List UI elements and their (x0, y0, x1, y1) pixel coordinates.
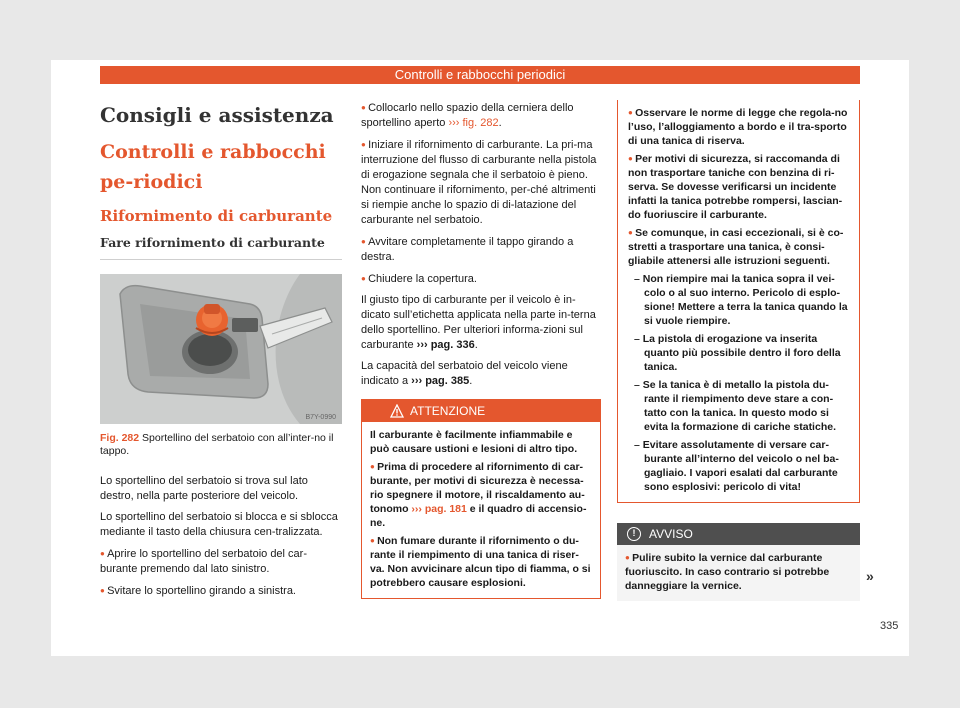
bullet-item: ● Aprire lo sportellino del serbatoio del car-burante premendo dal lato sinistro. (100, 546, 342, 577)
warning-item: ● Per motivi di sicurezza, si raccomanda di non trasportare taniche con benzina di ri-serva. Se dovesse verificarsi un incidente infatti la tanica potrebbe rompersi, lascian-do fuoriuscire il carburante. (628, 152, 849, 222)
fuel-cap-illustration (100, 274, 342, 424)
warning-body (362, 422, 600, 598)
warning-box-continued (617, 100, 860, 503)
chapter-title: Consigli e assistenza (100, 103, 334, 127)
notice-title: AVVISO (649, 527, 693, 541)
figure-link[interactable]: ››› fig. 282 (448, 117, 499, 129)
running-header: Controlli e rabbocchi periodici (100, 66, 860, 84)
paragraph: Il giusto tipo di carburante per il veicolo è in-dicato sull’etichetta applicata nella parte in-terna dello sportellino. Per ulteriori informa-zioni sul carburante ››› pag. 336. (361, 294, 596, 351)
figure-code: B7Y-0990 (305, 414, 336, 421)
warning-intro: Il carburante è facilmente infiammabile e può causare ustioni e lesioni di altro tipo. (370, 429, 578, 455)
page-link[interactable]: ››› pag. 385 (411, 375, 470, 387)
column-middle (361, 100, 601, 599)
bullet-item: ● Collocarlo nello spazio della cerniera dello sportellino aperto ››› fig. 282. (361, 100, 601, 131)
warning-subitem: – Non riempire mai la tanica sopra il vei-colo o al suo interno. Pericolo di esplo-sione! Mettere a terra la tanica quando la si vuole riempire. (628, 272, 849, 328)
warning-box (361, 399, 601, 599)
notice-header (617, 523, 860, 545)
warning-subitem: – Evitare assolutamente di versare car-burante all’interno del veicolo o nel ba-gagliaio. I vapori esalati dal carburante sono esplosivi: pericolo di vita! (628, 438, 849, 494)
warning-item: ● Osservare le norme di legge che regola-no l’uso, l’alloggiamento a bordo e il tra-sporto di una tanica di riserva. (628, 106, 849, 148)
column-left (100, 100, 342, 599)
bullet-item: ● Iniziare il rifornimento di carburante. La pri-ma interruzione del flusso di carburante nella pistola di erogazione segnala che il serbatoio è pieno. Non continuare il rifornimento, per-ché altrimenti si riempie anche lo spazio di di-latazione del carburante nel serbatoio. (361, 137, 601, 228)
notice-body (617, 545, 860, 601)
warning-subitem: – Se la tanica è di metallo la pistola du-rante il riempimento deve stare a con-tatto con la tanica. In questo modo si evita la formazione di cariche statiche. (628, 378, 849, 434)
paragraph: Lo sportellino del serbatoio si trova sul lato destro, nella parte posteriore del veicolo. (100, 475, 308, 502)
column-right (617, 100, 860, 601)
figure-caption-text: Sportellino del serbatoio con all’inter-no il tappo. (100, 432, 334, 457)
paragraph: La capacità del serbatoio del veicolo viene indicato a ››› pag. 385. (361, 360, 568, 387)
fuel-door-figure (100, 274, 342, 424)
bullet-item: ● Svitare lo sportellino girando a sinistra. (100, 583, 342, 599)
topic-title: Fare rifornimento di carburante (100, 235, 342, 260)
warning-header (362, 400, 600, 422)
page-number: 335 (880, 620, 899, 632)
paragraph: Lo sportellino del serbatoio si blocca e si sblocca mediante il tasto della chiusura cen-tralizzata. (100, 511, 338, 538)
subsection-title: Rifornimento di carburante (100, 207, 333, 225)
continue-mark: » (866, 568, 874, 584)
bullet-item: ● Avvitare completamente il tappo girando a destra. (361, 234, 601, 265)
figure-caption (100, 432, 342, 458)
warning-triangle-icon (390, 404, 404, 418)
page-link[interactable]: ››› pag. 181 (411, 503, 467, 515)
warning-title: ATTENZIONE (410, 404, 486, 418)
section-title: Controlli e rabbocchi pe-riodici (100, 141, 326, 193)
warning-item: ● Se comunque, in casi eccezionali, si è co-stretti a trasportare una tanica, è consi-gliabile attenersi alle istruzioni seguenti. (628, 226, 849, 268)
page-link[interactable]: ››› pag. 336 (416, 339, 475, 351)
warning-subitem: – La pistola di erogazione va inserita quanto più possibile dentro il foro della tanica. (628, 332, 849, 374)
warning-item: ● Non fumare durante il rifornimento o du-rante il riempimento di una tanica di riser-va. Non avvicinare alcun tipo di fiamma, o si potrebbero causare esplosioni. (370, 534, 592, 590)
figure-number: Fig. 282 (100, 432, 140, 444)
bullet-item: ● Chiudere la copertura. (361, 271, 601, 287)
info-circle-icon: ! (627, 527, 641, 541)
warning-item: ● Prima di procedere al rifornimento di car-burante, per motivi di sicurezza è necessa-rio spegnere il motore, il riscaldamento au-tonomo ››› pag. 181 e il quadro di accensio-ne. (370, 460, 592, 530)
notice-item: ● Pulire subito la vernice dal carburante fuoriuscito. In caso contrario si potrebbe danneggiare la vernice. (625, 551, 852, 593)
notice-box (617, 523, 860, 601)
